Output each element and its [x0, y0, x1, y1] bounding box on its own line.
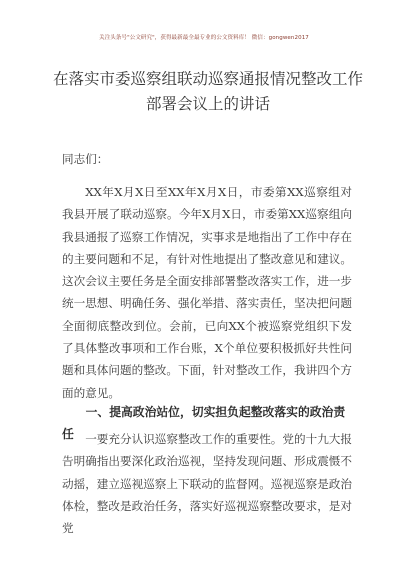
header-banner: 关注头条号"公文研究"，获得最新最全最专业的公文资料库！ 微信：gongwen2017: [99, 35, 309, 41]
document-title: 在落实市委巡察组联动巡察通报情况整改工作部署会议上的讲话: [52, 70, 363, 113]
section-heading-1: 一、提高政治站位，切实担负起整改落实的政治责任: [62, 405, 346, 441]
salutation: 同志们：: [62, 152, 109, 166]
paragraph-section-1: 一要充分认识巡察整改工作的重要性。党的十九大报告明确指出要深化政治巡视，坚持发现问题、形成震慑不动摇，建立巡视巡察上下联动的监督网。巡视巡察是政治体检，整改是政治任务，落实好巡视巡察整改要求，是对党: [62, 432, 352, 536]
paragraph-intro: XX年X月X日至XX年X月X日，市委第XX巡察组对我县开展了联动巡察。今年X月X日，市委第XX巡察组向我县通报了巡察工作情况，实事求是地指出了工作中存在的主要问题和不足，有针对性地提出了整改意见和建议。这次会议主要任务是全面安排部署整改落实工作，进一步统一思想、明确任务、强化举措、落实责任，坚决把问题全面彻底整改到位。会前，已向XX个被巡察党组织下发了具体整改事项和工作台账，X个单位要积极抓好共性问题和具体问题的整改。下面，针对整改工作，我讲四个方面的意见。: [62, 185, 352, 400]
